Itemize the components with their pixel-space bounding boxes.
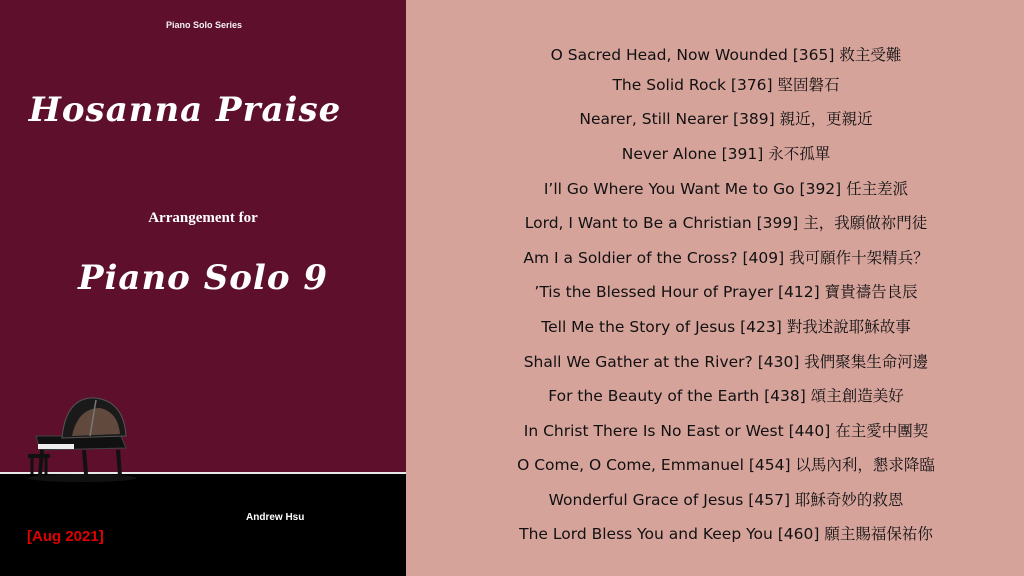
date-label: [Aug 2021]: [27, 528, 104, 545]
list-item: Nearer, Still Nearer [389] 親近，更親近: [579, 110, 873, 128]
cover-footer: [0, 474, 406, 576]
list-item: For the Beauty of the Earth [438] 頌主創造美好: [548, 387, 904, 405]
list-item: O Come, O Come, Emmanuel [454] 以馬內利，懇求降臨: [517, 456, 935, 474]
list-item: Wonderful Grace of Jesus [457] 耶穌奇妙的救恩: [548, 491, 904, 509]
list-item: Never Alone [391] 永不孤單: [621, 145, 831, 163]
author-name: Andrew Hsu: [246, 512, 305, 523]
series-label: Piano Solo Series: [166, 20, 243, 30]
list-item: Am I a Soldier of the Cross? [409] 我可願作十架精兵？: [523, 249, 929, 267]
book-subtitle: Piano Solo 9: [77, 258, 329, 298]
list-item: Shall We Gather at the River? [430] 我們聚集生命河邊: [523, 353, 929, 371]
list-item: I’ll Go Where You Want Me to Go [392] 任主差派: [543, 180, 909, 198]
song-list: [406, 33, 1024, 573]
arrangement-label: Arrangement for: [148, 210, 258, 226]
list-item: ’Tis the Blessed Hour of Prayer [412] 寶貴禱告良辰: [534, 283, 918, 301]
list-item: In Christ There Is No East or West [440] 在主愛中團契: [523, 422, 929, 440]
grand-piano-icon: [26, 388, 138, 484]
list-item: The Lord Bless You and Keep You [460] 願主賜福保祐你: [519, 525, 933, 543]
book-title: Hosanna Praise: [28, 90, 342, 130]
list-item: O Sacred Head, Now Wounded [365] 救主受難: [550, 46, 902, 64]
list-item: Tell Me the Story of Jesus [423] 對我述說耶穌故事: [541, 318, 911, 336]
list-item: The Solid Rock [376] 堅固磐石: [612, 76, 840, 94]
list-item: Lord, I Want to Be a Christian [399] 主，我願做祢門徒: [524, 214, 928, 232]
